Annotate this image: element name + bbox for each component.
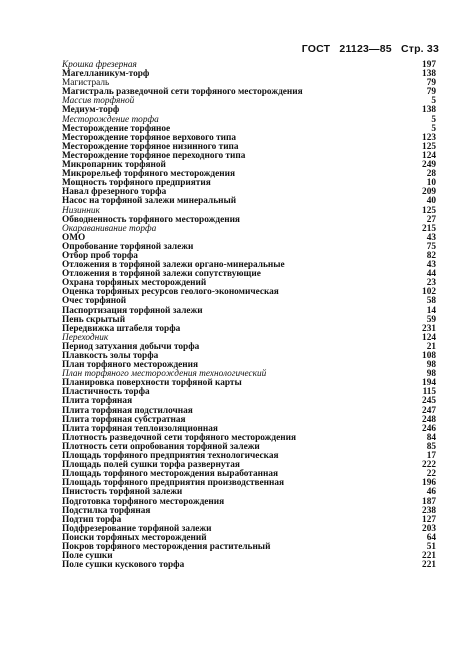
index-page-ref: 17 [426,451,436,462]
index-term: Плита торфяная субстратная [62,414,186,425]
index-term: Микрорельеф торфяного месторождения [62,169,235,180]
index-page-ref: 43 [426,232,436,243]
standard-label: ГОСТ [301,43,331,55]
index-term: Магистраль разведочной сети торфяного месторождения [62,87,303,98]
index-page-ref: 85 [426,441,436,452]
index-term: Площадь полей сушки торфа развернутая [62,460,240,471]
index-page-ref: 231 [422,323,436,334]
index-page-ref: 209 [422,187,436,198]
index-page-ref: 98 [426,360,436,371]
index-page-ref: 79 [426,78,436,89]
index-term: Месторождение торфяное верхового типа [62,132,237,143]
index-page-ref: 249 [422,160,436,171]
index-page-ref: 79 [426,87,436,98]
index-page-ref: 59 [426,314,436,325]
index-page-ref: 23 [426,278,436,289]
index-page-ref: 27 [426,214,436,225]
index-term: Поиски торфяных месторождений [62,532,207,543]
index-page-ref: 196 [422,478,436,489]
index-page-ref: 5 [431,114,436,125]
index-term: Массив торфяной [62,96,135,107]
index-term: Плита торфяная теплоизоляционная [62,423,218,434]
index-term: Пластичность торфа [62,387,150,398]
index-page-ref: 21 [426,341,436,352]
index-page-ref: 187 [422,496,436,507]
index-term: Обводненность торфяного месторождения [62,214,240,225]
index-term: ОМО [62,232,86,243]
index-term: Площадь торфяного предприятия технологическая [62,451,279,462]
index-page-ref: 123 [422,132,436,143]
index-page-ref: 203 [422,523,436,534]
index-page-ref: 246 [422,423,436,434]
index-term: Отложения в торфяной залежи органо-минеральные [62,260,285,271]
index-page-ref: 194 [422,378,436,389]
index-page-ref: 108 [422,351,436,361]
page-number: Стр. 33 [400,43,439,55]
index-term: План торфяного месторождения технологический [62,369,267,380]
index-term: Месторождение торфа [62,114,159,125]
term-index-list [62,61,436,570]
index-term: Площадь торфяного месторождения выработанная [62,469,278,480]
index-term: Плотность сети опробования торфяной залежи [62,441,260,452]
index-page-ref: 10 [426,178,436,189]
index-term: Переходник [62,332,109,343]
index-page-ref: 238 [422,505,436,516]
index-page-ref: 221 [422,551,436,562]
index-term: Подтип торфа [62,514,122,525]
index-page-ref: 84 [426,432,436,443]
index-page-ref: 22 [426,469,436,480]
index-entry [62,197,436,206]
index-term: Пнистость торфяной залежи [62,487,183,498]
index-term: Охрана торфяных месторождений [62,278,207,289]
index-term: Передвижка штабеля торфа [62,323,181,334]
index-term: Оценка торфяных ресурсов геолого-экономическая [62,287,279,298]
index-term: Планировка поверхности торфяной карты [62,378,242,389]
index-page-ref: 28 [426,169,436,180]
index-term: Магелланикум-торф [62,69,150,80]
index-entry [62,543,436,552]
index-term: Плита торфяная подстилочная [62,405,193,416]
index-term: Крошка фрезерная [62,60,137,70]
index-term: Площадь торфяного предприятия производственная [62,478,285,489]
index-term: План торфяного месторождения [62,360,199,371]
index-term: Плита торфяная [62,396,133,407]
index-page-ref: 46 [426,487,436,498]
index-entry [62,561,436,570]
index-page-ref: 58 [426,296,436,307]
index-page-ref: 247 [422,405,436,416]
index-page-ref: 14 [426,305,436,316]
index-page-ref: 215 [422,223,436,234]
index-term: Мощность торфяного предприятия [62,178,211,189]
index-page-ref: 64 [426,532,436,543]
index-term: Опробование торфяной залежи [62,241,194,252]
index-term: Плотность разведочной сети торфяного месторождения [62,432,296,443]
index-page-ref: 51 [426,541,436,552]
index-term: Низинник [62,205,100,216]
index-term: Навал фрезерного торфа [62,187,167,198]
index-page-ref: 222 [422,460,436,471]
index-term: Микропарник торфяной [62,160,166,171]
index-term: Паспортизация торфяной залежи [62,305,203,316]
index-page-ref: 44 [426,269,436,280]
index-term: Отбор проб торфа [62,250,138,261]
index-page-ref: 124 [422,332,436,343]
index-term: Насос на торфяной залежи минеральный [62,196,237,207]
index-page-ref: 197 [422,60,436,70]
index-term: Поле сушки [62,551,113,562]
page-header [296,43,439,55]
index-page-ref: 40 [426,196,436,207]
index-page-ref: 5 [431,96,436,107]
index-page-ref: 43 [426,260,436,271]
index-page-ref: 245 [422,396,436,407]
index-term: Медиум-торф [62,105,120,116]
index-term: Поле сушки кускового торфа [62,560,185,571]
index-page-ref: 98 [426,369,436,380]
index-page-ref: 127 [422,514,436,525]
index-page-ref: 75 [426,241,436,252]
index-page-ref: 125 [422,141,436,152]
index-page-ref: 102 [422,287,436,298]
index-term: Плавкость золы торфа [62,351,159,361]
index-entry [62,225,436,234]
index-page-ref: 138 [422,69,436,80]
index-term: Пень скрытый [62,314,126,325]
index-term: Подготовка торфяного месторождения [62,496,225,507]
index-term: Период затухания добычи торфа [62,341,200,352]
index-term: Отложения в торфяной залежи сопутствующие [62,269,261,280]
index-term: Покров торфяного месторождения растительный [62,541,271,552]
index-page-ref: 248 [422,414,436,425]
index-term: Месторождение торфяное [62,123,171,134]
standard-number: 21123—85 [339,43,392,55]
index-page-ref: 115 [422,387,436,398]
index-page-ref: 82 [426,250,436,261]
index-term: Месторождение торфяное переходного типа [62,150,246,161]
index-page-ref: 124 [422,150,436,161]
index-page-ref: 125 [422,205,436,216]
index-term: Подфрезерование торфяной залежи [62,523,212,534]
index-page-ref: 221 [422,560,436,571]
index-entry [62,70,436,79]
index-term: Магистраль [62,78,110,89]
index-term: Очес торфяной [62,296,127,307]
index-page-ref: 5 [431,123,436,134]
index-term: Месторождение торфяное низинного типа [62,141,239,152]
index-term: Окараванивание торфа [62,223,157,234]
index-page-ref: 138 [422,105,436,116]
index-term: Подстилка торфяная [62,505,151,516]
index-entry [62,325,436,334]
